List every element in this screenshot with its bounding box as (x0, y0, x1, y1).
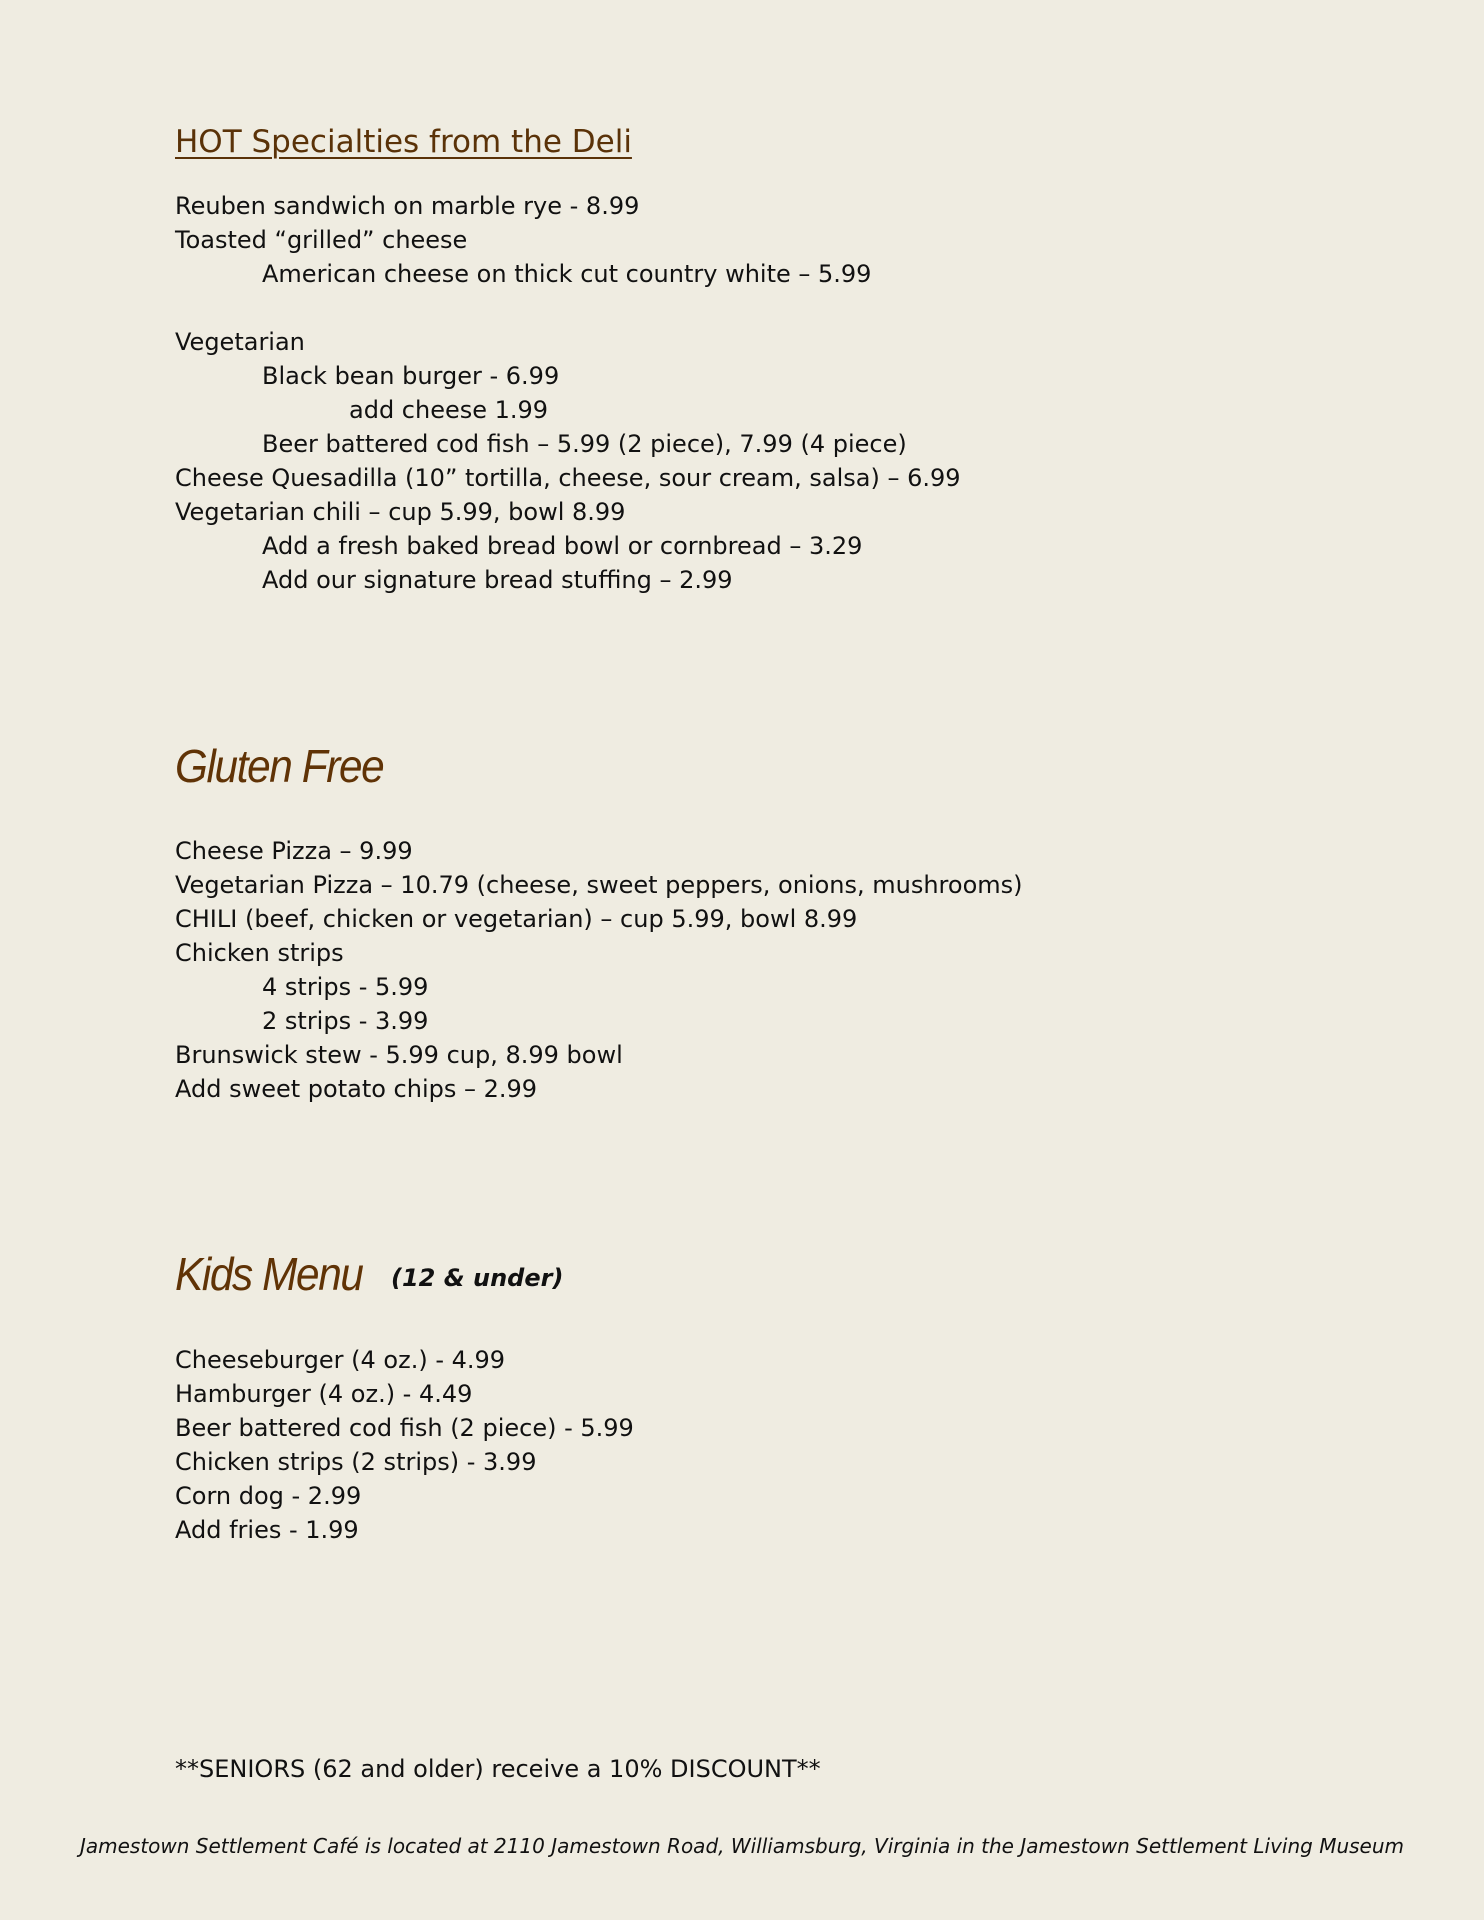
gf-item-chicken-strips: Chicken strips (175, 939, 344, 967)
gluten-free-heading: Gluten Free (175, 740, 384, 792)
gf-item-4-strips: 4 strips - 5.99 (262, 973, 429, 1001)
deli-item-reuben: Reuben sandwich on marble rye - 8.99 (175, 192, 640, 220)
kids-item-fries: Add fries - 1.99 (175, 1516, 359, 1544)
deli-item-vegetarian-chili: Vegetarian chili – cup 5.99, bowl 8.99 (175, 498, 626, 526)
seniors-discount-note: **SENIORS (62 and older) receive a 10% DISCOUNT** (175, 1755, 821, 1783)
gf-item-cheese-pizza: Cheese Pizza – 9.99 (175, 837, 413, 865)
deli-heading: HOT Specialties from the Deli (175, 124, 632, 160)
kids-item-cod-fish: Beer battered cod fish (2 piece) - 5.99 (175, 1414, 634, 1442)
deli-item-bread-bowl: Add a fresh baked bread bowl or cornbread – 3.29 (262, 532, 863, 560)
deli-item-quesadilla: Cheese Quesadilla (10” tortilla, cheese, sour cream, salsa) – 6.99 (175, 464, 961, 492)
kids-item-chicken-strips: Chicken strips (2 strips) - 3.99 (175, 1448, 537, 1476)
kids-item-corn-dog: Corn dog - 2.99 (175, 1482, 362, 1510)
location-footer: Jamestown Settlement Café is located at 2110 Jamestown Road, Williamsburg, Virginia in the Jamestown Settlement Living Museum (79, 1834, 1405, 1858)
deli-subheading-vegetarian: Vegetarian (175, 328, 305, 356)
deli-item-grilled-cheese-detail: American cheese on thick cut country white – 5.99 (262, 260, 872, 288)
gf-item-vegetarian-pizza: Vegetarian Pizza – 10.79 (cheese, sweet peppers, onions, mushrooms) (175, 871, 1023, 899)
kids-item-cheeseburger: Cheeseburger (4 oz.) - 4.99 (175, 1346, 506, 1374)
gf-item-brunswick-stew: Brunswick stew - 5.99 cup, 8.99 bowl (175, 1041, 623, 1069)
deli-item-bread-stuffing: Add our signature bread stuffing – 2.99 (262, 566, 733, 594)
deli-item-cod-fish: Beer battered cod fish – 5.99 (2 piece), 7.99 (4 piece) (262, 430, 907, 458)
deli-item-grilled-cheese: Toasted “grilled” cheese (175, 226, 468, 254)
kids-menu-heading: Kids Menu (175, 1248, 363, 1300)
gf-item-2-strips: 2 strips - 3.99 (262, 1007, 429, 1035)
kids-age-note: (12 & under) (391, 1264, 564, 1292)
gf-item-chili: CHILI (beef, chicken or vegetarian) – cup 5.99, bowl 8.99 (175, 905, 858, 933)
deli-item-black-bean-burger: Black bean burger - 6.99 (262, 362, 560, 390)
gf-item-sweet-potato-chips: Add sweet potato chips – 2.99 (175, 1075, 538, 1103)
kids-heading-row (175, 1246, 564, 1306)
kids-item-hamburger: Hamburger (4 oz.) - 4.49 (175, 1380, 473, 1408)
deli-item-add-cheese: add cheese 1.99 (349, 396, 549, 424)
